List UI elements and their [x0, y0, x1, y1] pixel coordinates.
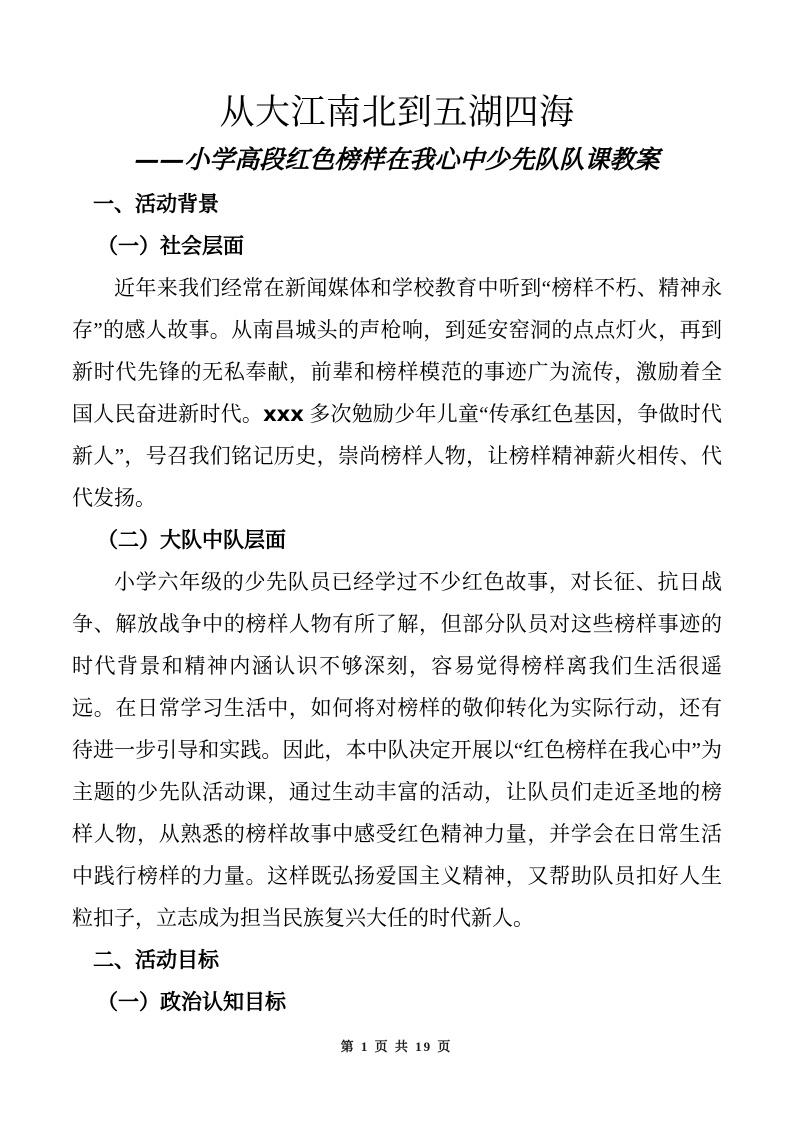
document-title: 从大江南北到五湖四海: [219, 93, 575, 132]
section-heading-2: 二、活动目标: [93, 947, 219, 972]
paragraph-text-prefix: 小学六年级的少先队员已经学过不少红色故事，对长征、抗日战争、解放战争中的榜样人物有所了解，但部分队员对这些榜样事迹的时代背景和精神内涵认识不够深刻，容易觉得榜样离我们生活很遥远。在日常学习生活中，如何将对榜样的敬仰转化为实际行动，还有待进一步引导和实践。因此，本中队决定开展以“红色榜样在我心中”为主题的少先队活动课，通过生动丰富的活动，让队员们走近圣地的榜样人物，从熟悉的榜样故事中感受红色精神力量，并学会在日常生活中践行榜样的力量。这样既弘扬爱国主义精神，又帮助队员扣好人生粒扣子，立志成为担当民族复兴大任的时代新人。: [72, 569, 722, 930]
document-subtitle: ——小学高段红色榜样在我心中少先队队课教案: [134, 145, 660, 175]
page-footer: 第 1 页 共 19 页: [340, 1039, 453, 1054]
subsection-heading-1-2: （二）大队中队层面: [97, 527, 286, 552]
page-content: [72, 0, 722, 1023]
paragraph-text-suffix: 多次勉励少年儿童“传承红色基因，争做时代新人”，号召我们铭记历史，崇尚榜样人物，让榜样精神薪火相传、代代发扬。: [72, 401, 722, 510]
paragraph-emphasis: xxx: [263, 401, 304, 426]
paragraph-1-1-1: [72, 267, 722, 519]
paragraph-text-prefix: 近年来我们经常在新闻媒体和学校教育中听到“榜样不朽、精神永存”的感人故事。从南昌城头的声枪响，到延安窑洞的点点灯火，再到新时代先锋的无私奉献，前辈和榜样模范的事迹广为流传，激励着全国人民奋进新时代。: [72, 275, 722, 426]
subsection-heading-1-1: （一）社会层面: [97, 233, 244, 258]
paragraph-1-2-1: [72, 561, 722, 939]
section-heading-1: 一、活动背景: [93, 191, 219, 216]
subsection-heading-2-1: （一）政治认知目标: [97, 989, 286, 1014]
